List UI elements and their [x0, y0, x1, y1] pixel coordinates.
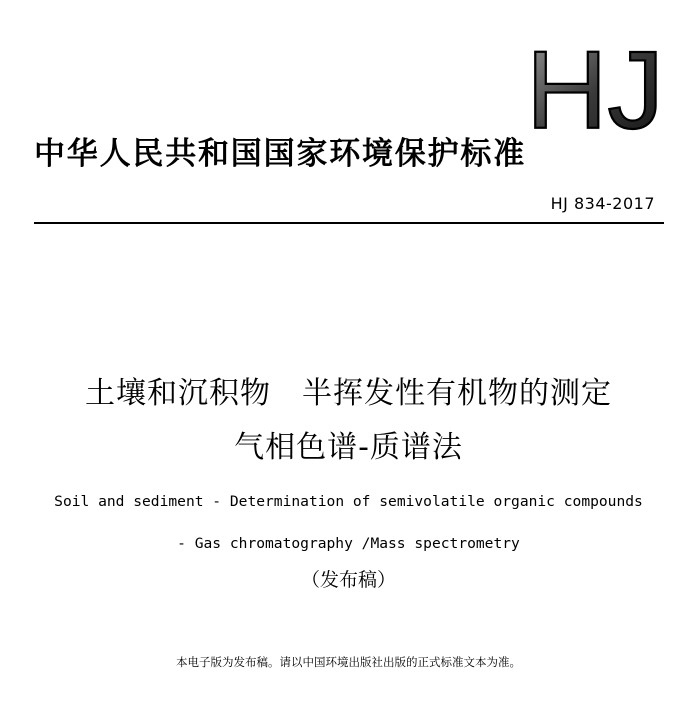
standard-issuer-title: 中华人民共和国国家环境保护标准	[34, 136, 526, 172]
chinese-title-line-1: 土壤和沉积物 半挥发性有机物的测定	[85, 376, 612, 411]
hj-logo	[526, 48, 666, 132]
hj-logo-text: HJ	[526, 48, 664, 132]
draft-label: （发布稿）	[300, 569, 396, 591]
header-divider	[34, 222, 664, 224]
publication-notice: 本电子版为发布稿。请以中国环境出版社出版的正式标准文本为准。	[176, 655, 521, 669]
english-title-line-2: - Gas chromatography /Mass spectrometry	[177, 535, 520, 552]
english-title-line-1: Soil and sediment - Determination of semivolatile organic compounds	[54, 493, 643, 510]
standard-code: HJ 834-2017	[550, 194, 655, 213]
chinese-title-line-2: 气相色谱-质谱法	[234, 430, 463, 465]
